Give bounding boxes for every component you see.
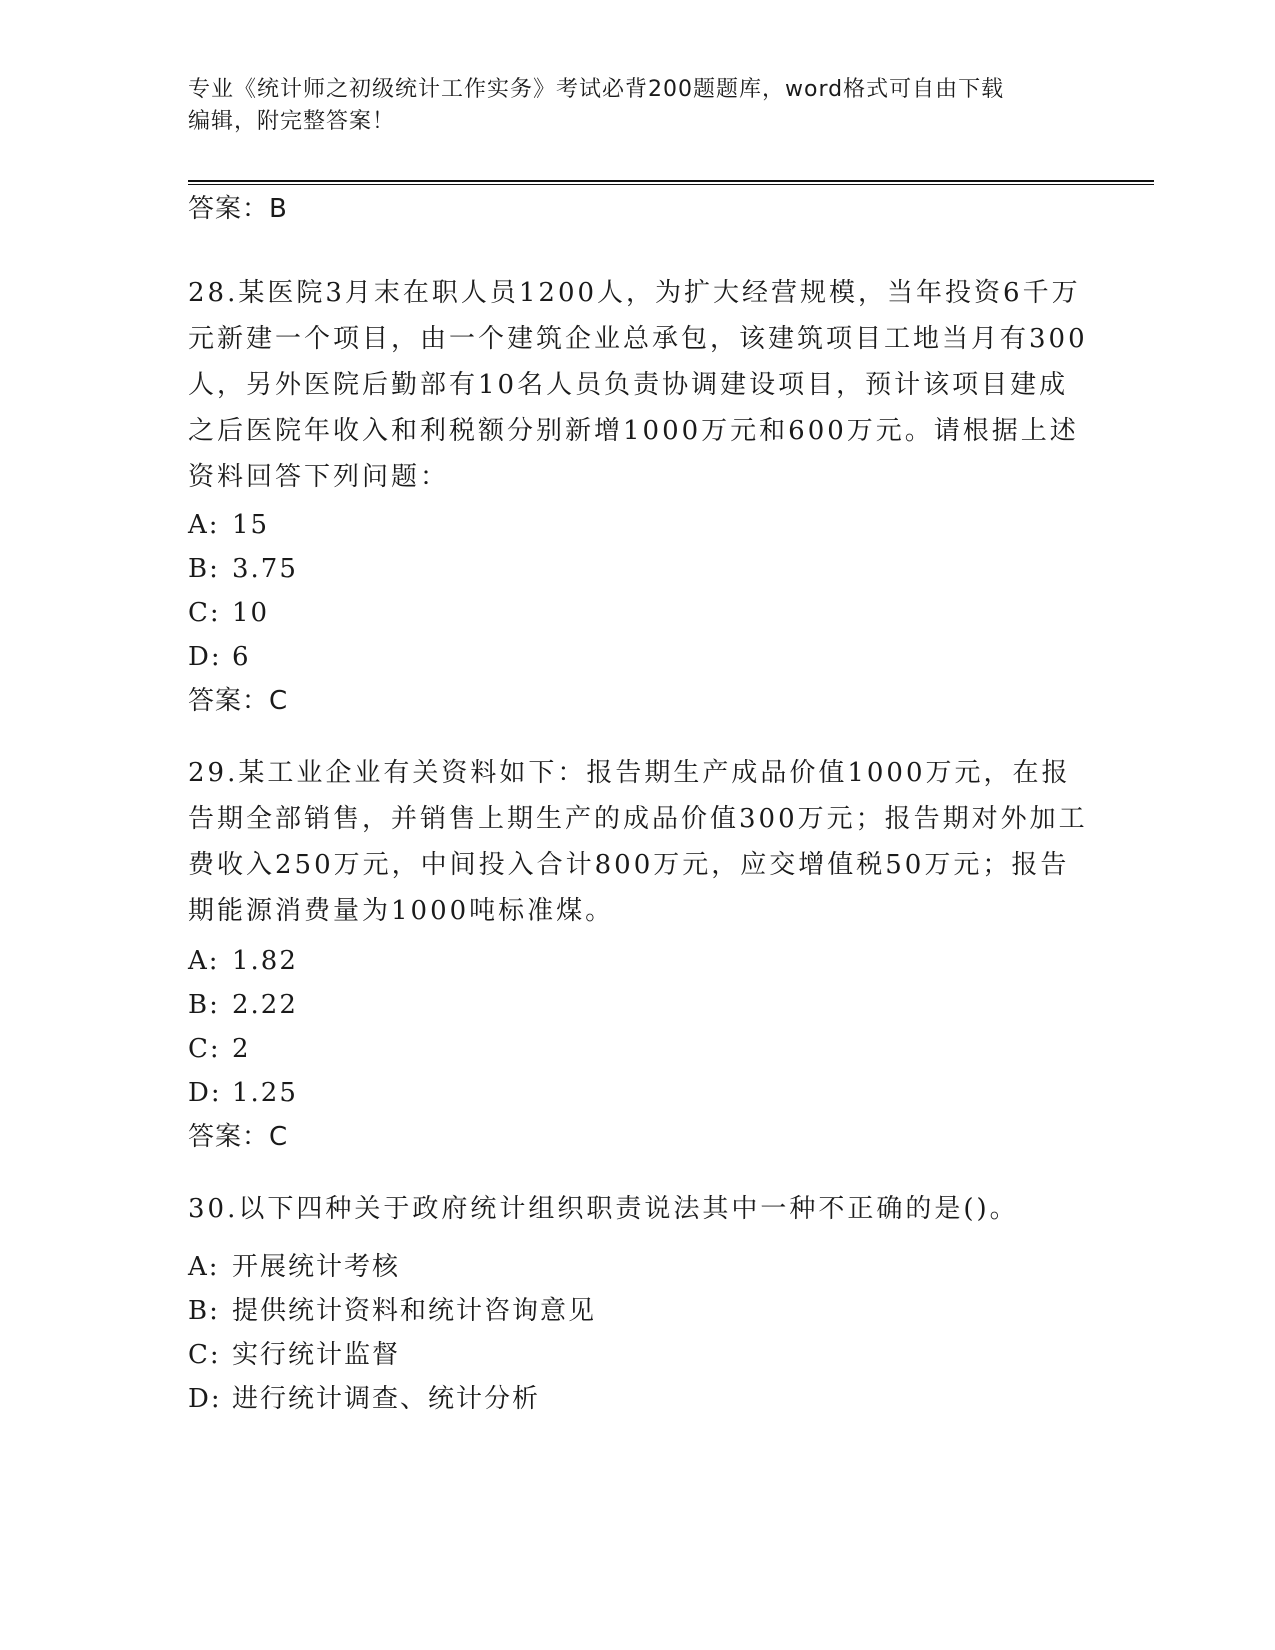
question-29-option-c [188,1032,251,1066]
option-text: 提供统计资料和统计咨询意见 [232,1296,597,1326]
option-letter: A: [188,510,220,540]
question-29-text: 29.某工业企业有关资料如下：报告期生产成品价值1000万元，在报告期全部销售，并销售上期生产的成品价值300万元；报告期对外加工费收入250万元，中间投入合计800万元，应交增值税50万元；报告期能源消费量为1000吨标准煤。 [188,758,1088,926]
option-text: 6 [232,642,251,672]
question-28-option-b [188,552,298,586]
answer-previous: 答案：B [188,194,288,224]
question-29-option-b [188,988,298,1022]
option-text: 2.22 [232,990,298,1020]
document-header [188,74,1088,138]
option-letter: B: [188,990,220,1020]
question-28-option-c [188,596,269,630]
question-30-text: 30.以下四种关于政府统计组织职责说法其中一种不正确的是()。 [188,1194,1019,1224]
option-letter: B: [188,554,220,584]
question-28-answer: 答案：C [188,686,289,716]
option-text: 开展统计考核 [232,1252,401,1282]
option-text: 进行统计调查、统计分析 [232,1384,541,1414]
header-line-2: 编辑，附完整答案！ [188,109,396,134]
option-text: 实行统计监督 [232,1340,401,1370]
option-text: 2 [232,1034,251,1064]
option-text: 1.82 [232,946,298,976]
question-28-text: 28.某医院3月末在职人员1200人，为扩大经营规模，当年投资6千万元新建一个项目，由一个建筑企业总承包，该建筑项目工地当月有300人，另外医院后勤部有10名人员负责协调建设项目，预计该项目建成之后医院年收入和利税额分别新增1000万元和600万元。请根据上述资料回答下列问题： [188,278,1088,492]
option-letter: C: [188,598,221,628]
header-divider [188,180,1154,182]
question-30-option-c [188,1338,400,1372]
option-letter: D: [188,1384,222,1414]
option-text: 15 [232,510,270,540]
option-text: 1.25 [232,1078,298,1108]
question-30-option-d [188,1382,540,1416]
question-30-option-b [188,1294,596,1328]
option-letter: D: [188,1078,222,1108]
option-letter: D: [188,642,222,672]
question-28-option-a [188,508,269,542]
option-text: 10 [232,598,270,628]
option-text: 3.75 [232,554,298,584]
question-29-answer: 答案：C [188,1122,289,1152]
question-30-option-a [188,1250,400,1284]
option-letter: C: [188,1340,221,1370]
header-line-1: 专业《统计师之初级统计工作实务》考试必背200题题库，word格式可自由下载 [188,77,1005,102]
header-divider-thin [188,184,1154,185]
option-letter: A: [188,946,220,976]
option-letter: C: [188,1034,221,1064]
question-29-option-d [188,1076,298,1110]
question-29-option-a [188,944,298,978]
question-28-option-d [188,640,251,674]
option-letter: A: [188,1252,220,1282]
option-letter: B: [188,1296,220,1326]
